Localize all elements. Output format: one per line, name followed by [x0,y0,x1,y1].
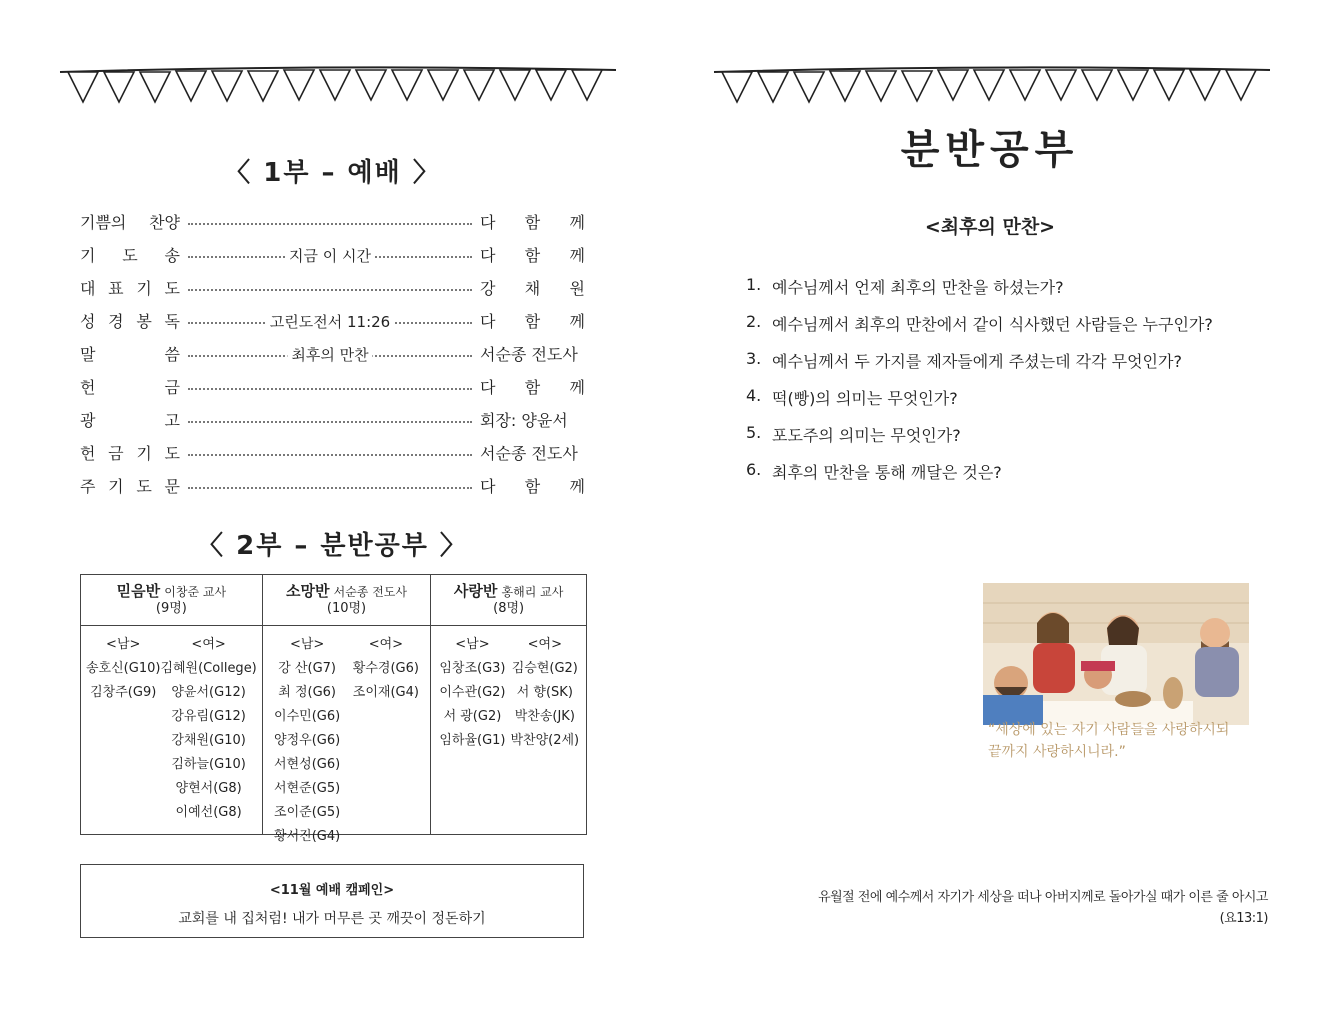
campaign-title: <11월 예배 캠페인> [269,883,395,898]
male-list: <남> 강 산(G7) 최 정(G6) 이수민(G6) 양정우(G6) 서현성(G6) 서현준(G5) 조이준(G5) 황서진(G4) [274,637,341,844]
part1-title: 〈 1부 – 예배 〉 [224,158,441,188]
bunting-right-decoration [712,62,1272,112]
question-item: 3. 예수님께서 두 가지를 제자들에게 주셨는데 각각 무엇인가? [746,349,1182,371]
order-label: 기 도 송 [80,246,180,265]
order-leader: 서순종 전도사 [480,345,578,364]
order-dots [188,443,472,463]
scripture-quote: “세상에 있는 자기 사람들을 사랑하시되 끝까지 사랑하시니라.” [988,722,1230,760]
order-leader: 다 함 께 [480,477,585,496]
worship-order-list [80,205,585,502]
worship-order-row [80,370,585,403]
order-label: 대 표 기 도 [80,279,180,298]
worship-order-row [80,271,585,304]
class-header-love: 사랑반 홍해리 교사 (8명) [431,575,587,626]
question-item: 5. 포도주의 의미는 무엇인가? [746,423,961,445]
order-dots [188,278,472,298]
campaign-body: 교회를 내 집처럼! 내가 머무른 곳 깨끗이 정돈하기 [178,911,486,927]
class-roster-table [80,574,587,844]
order-leader: 다 함 께 [480,312,585,331]
study-title: 분반공부 [900,127,1080,173]
female-list: <여> 김혜원(College) 양윤서(G12) 강유림(G12) 강채원(G10) 김하늘(G10) 양현서(G8) 이예선(G8) [160,637,257,820]
female-list: <여> 황수경(G6) 조이재(G4) [352,637,419,700]
part2-title: 〈 2부 – 분반공부 〉 [197,531,468,561]
order-leader: 강 채 원 [480,279,585,298]
worship-order-row [80,403,585,436]
order-label: 광 고 [80,411,180,430]
order-detail: 고린도전서 11:26 [266,311,394,332]
female-list: <여> 김승현(G2) 서 향(SK) 박찬송(JK) 박찬양(2세) [510,637,580,748]
question-item: 2. 예수님께서 최후의 만찬에서 같이 식사했던 사람들은 누구인가? [746,312,1213,334]
scripture-reference: 유월절 전에 예수께서 자기가 세상을 떠나 아버지께로 돌아가실 때가 이른 줄 아시고 (요13:1) [818,890,1268,926]
order-label: 말 씀 [80,345,180,364]
order-label: 헌 금 기 도 [80,444,180,463]
worship-order-row [80,205,585,238]
order-detail: 최후의 만찬 [287,344,372,365]
worship-order-row [80,238,585,271]
question-item: 1. 예수님께서 언제 최후의 만찬을 하셨는가? [746,275,1064,297]
worship-order-row [80,337,585,370]
class-header-hope: 소망반 서순종 전도사 (10명) [262,575,430,626]
order-dots [188,311,472,331]
worship-order-row [80,436,585,469]
worship-order-row [80,304,585,337]
study-subtitle: <최후의 만찬> [924,216,1056,238]
bunting-left-decoration [58,62,618,112]
class-members-hope [262,626,430,844]
order-label: 주 기 도 문 [80,477,180,496]
order-leader: 다 함 께 [480,378,585,397]
male-list: <남> 임창조(G3) 이수관(G2) 서 광(G2) 임하율(G1) [439,637,506,748]
order-label: 성 경 봉 독 [80,312,180,331]
last-supper-illustration [983,583,1249,725]
order-leader: 회장: 양윤서 [480,411,568,430]
order-leader: 서순종 전도사 [480,444,578,463]
question-list [746,275,1286,497]
question-item: 4. 떡(빵)의 의미는 무엇인가? [746,386,958,408]
order-dots [188,245,472,265]
order-leader: 다 함 께 [480,246,585,265]
order-dots [188,410,472,430]
order-dots [188,344,472,364]
class-members-love [431,626,587,835]
order-leader: 다 함 께 [480,213,585,232]
male-list: <남> 송호신(G10) 김창주(G9) [86,637,161,700]
order-dots [188,476,472,496]
class-members-faith [81,626,263,835]
order-dots [188,377,472,397]
worship-order-row [80,469,585,502]
question-item: 6. 최후의 만찬을 통해 깨달은 것은? [746,460,1002,482]
class-header-faith: 믿음반 이창준 교사 (9명) [81,575,263,626]
order-dots [188,212,472,232]
order-label: 헌 금 [80,378,180,397]
order-detail: 지금 이 시간 [285,245,375,266]
order-label: 기쁨의 찬양 [80,213,180,232]
campaign-box [80,864,584,938]
